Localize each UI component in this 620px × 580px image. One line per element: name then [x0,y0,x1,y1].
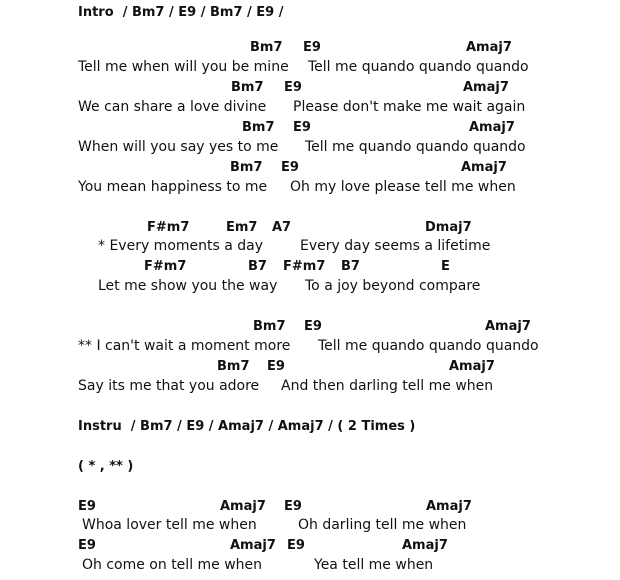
chord: Bm7 [230,160,263,175]
chord: Bm7 [242,120,275,135]
chord: Amaj7 [461,160,507,175]
chord: E9 [267,359,285,374]
lyric-line [0,278,620,298]
chord: Em7 [226,220,258,235]
lyric-line [0,378,620,398]
chord: Bm7 [231,80,264,95]
lyric: To a joy beyond compare [305,278,481,294]
chord: E9 [78,499,96,514]
lyric: We can share a love divine [78,99,267,115]
chord: Amaj7 [466,40,512,55]
chord: E9 [293,120,311,135]
chord: B7 [248,259,267,274]
lyric-line [0,59,620,79]
lyric-line [0,517,620,537]
chord: B7 [341,259,360,274]
chord: E9 [287,538,305,553]
lyric: Yea tell me when [314,557,434,573]
chord: Bm7 [253,319,286,334]
chord-line [0,220,620,240]
lyric: ** I can't wait a moment more [78,338,291,354]
chord: E9 [284,499,302,514]
chord: Amaj7 [463,80,509,95]
lyric-line [0,139,620,159]
chord-line [0,259,620,279]
chord-line [0,538,620,558]
chord: Dmaj7 [425,220,472,235]
chord-line [0,120,620,140]
chord: Bm7 [217,359,250,374]
chord: E9 [304,319,322,334]
lyric-line [0,99,620,119]
lyric: And then darling tell me when [281,378,494,394]
lyric: When will you say yes to me [78,139,279,155]
chord: Amaj7 [426,499,472,514]
chord: E9 [303,40,321,55]
lyric: Let me show you the way [98,278,278,294]
lyric: Please don't make me wait again [293,99,526,115]
chord: Amaj7 [230,538,276,553]
chord: E9 [284,80,302,95]
chord-line [0,359,620,379]
lyric: You mean happiness to me [78,179,268,195]
chord: F#m7 [147,220,190,235]
chord: Bm7 [250,40,283,55]
chord-line [0,319,620,339]
chord: Amaj7 [220,499,266,514]
chord: F#m7 [283,259,326,274]
lyric-line [0,179,620,199]
chord: A7 [272,220,292,235]
lyric-line [0,338,620,358]
lyric-line [0,557,620,577]
lyric: Tell me quando quando quando [305,139,526,155]
lyric: Whoa lover tell me when [82,517,257,533]
lyric-line [0,238,620,258]
lyric: Tell me when will you be mine [78,59,289,75]
lyric: * Every moments a day [98,238,264,254]
lyric: Every day seems a lifetime [300,238,491,254]
chord-line [0,80,620,100]
lyric: Oh my love please tell me when [290,179,516,195]
chord: E9 [281,160,299,175]
chord: Amaj7 [469,120,515,135]
chord: F#m7 [144,259,187,274]
intro-line: Intro / Bm7 / E9 / Bm7 / E9 / [78,5,284,20]
chord: Amaj7 [402,538,448,553]
chord-line [0,160,620,180]
chord: E9 [78,538,96,553]
lyric: Say its me that you adore [78,378,260,394]
lyric: Tell me quando quando quando [308,59,529,75]
chord: Amaj7 [449,359,495,374]
lyric: Oh darling tell me when [298,517,467,533]
chord-line [0,40,620,60]
chord-line [0,499,620,519]
instru-line: Instru / Bm7 / E9 / Amaj7 / Amaj7 / ( 2 Times ) [78,419,416,434]
lyric: Oh come on tell me when [82,557,263,573]
repeat-marker: ( * , ** ) [78,459,134,474]
chord: Amaj7 [485,319,531,334]
chord: E [441,259,450,274]
lyric: Tell me quando quando quando [318,338,539,354]
